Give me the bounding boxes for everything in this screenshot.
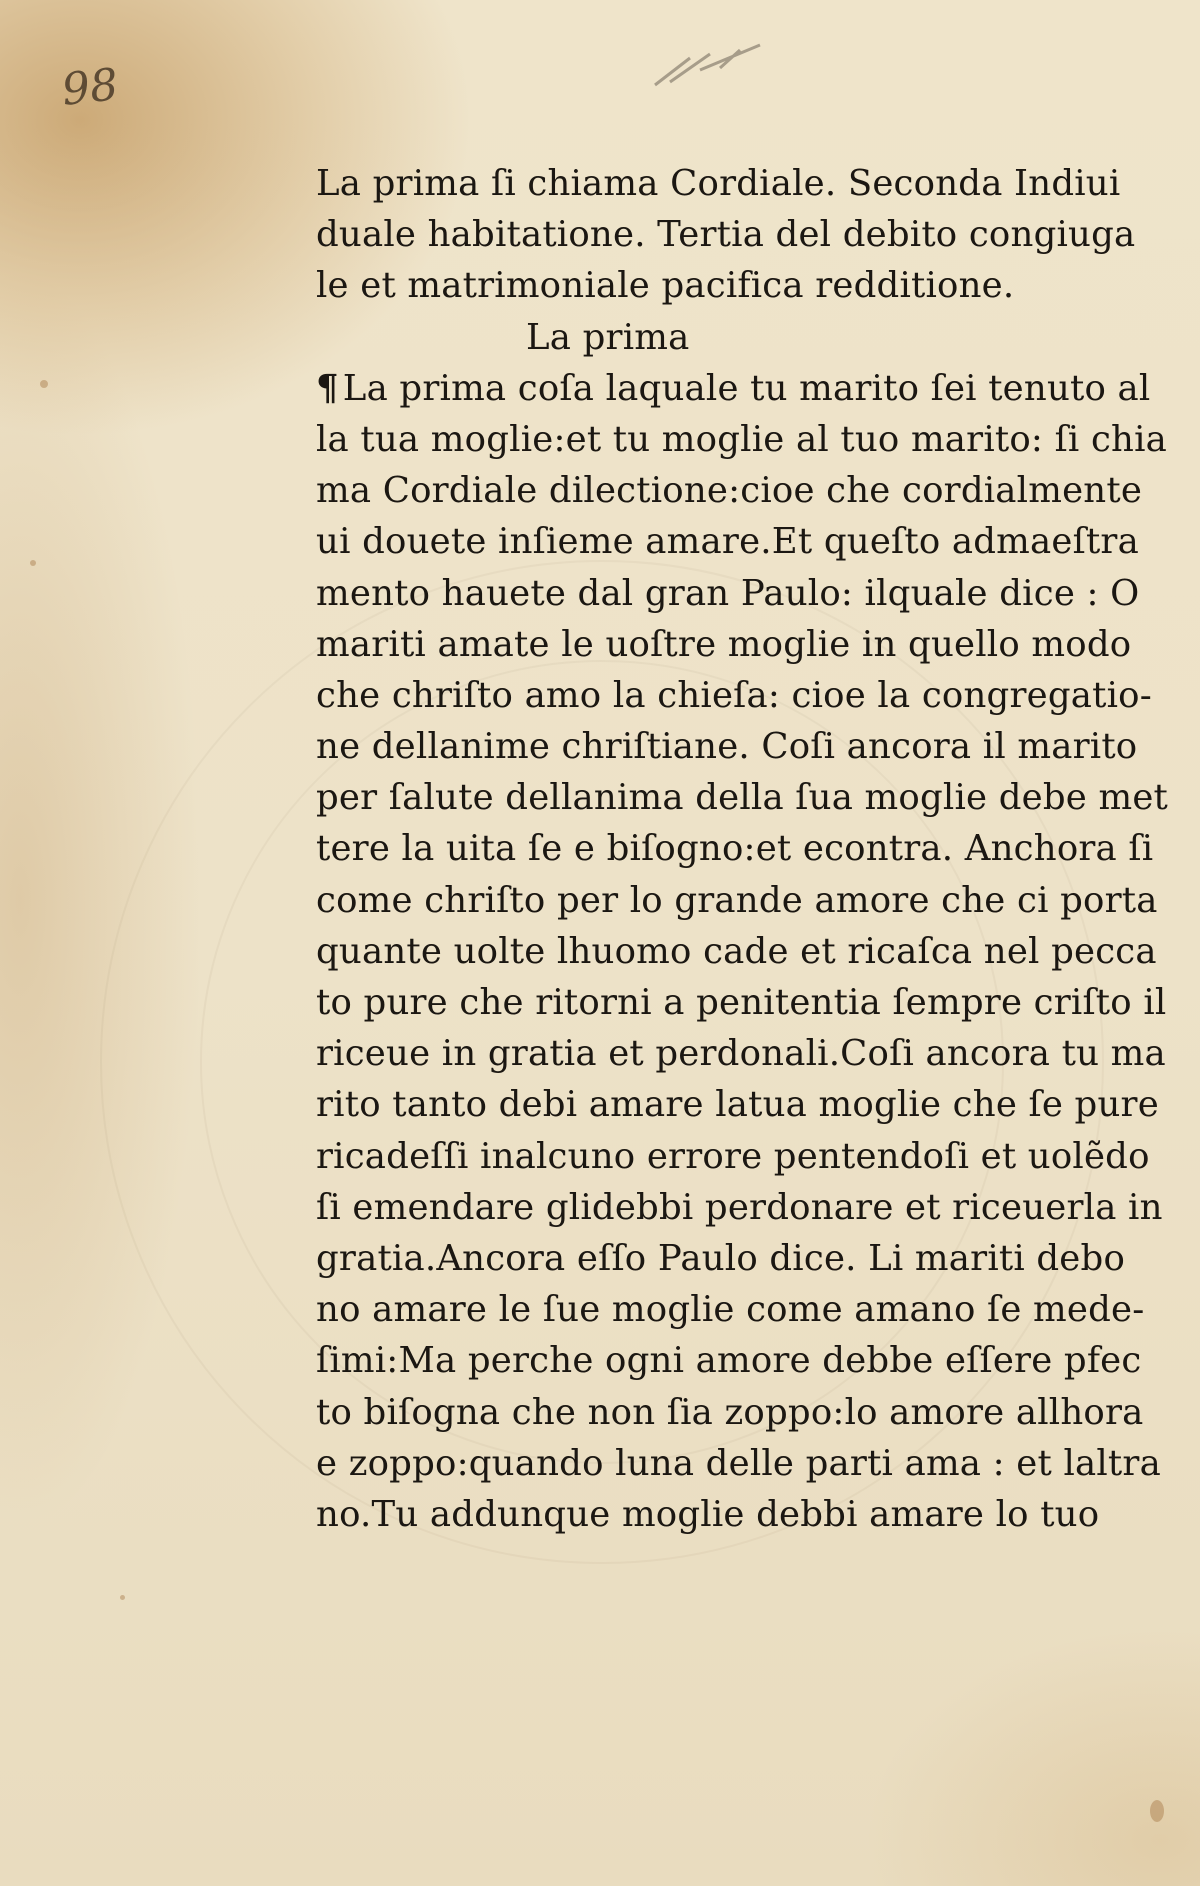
text-line: la tua moglie:et tu moglie al tuo marito: ſi chia [316, 418, 1168, 460]
text-line: mariti amate le uoſtre moglie in quello modo [316, 623, 1132, 665]
text-line: ſi emendare glidebbi perdonare et riceuerla in [316, 1186, 1163, 1228]
foxing-spot [1150, 1800, 1164, 1822]
text-line: mento hauete dal gran Paulo: ilquale dice : O [316, 572, 1140, 614]
pencil-scribble-icon [650, 40, 770, 90]
text-line: ma Cordiale dilectione:cioe che cordialmente [316, 470, 1143, 512]
foxing-spot [30, 560, 36, 566]
text-line: per ſalute dellanima della ſua moglie debe met [316, 777, 1168, 819]
text-line: La prima ſi chiama Cordiale. Seconda Indiui [316, 163, 1121, 204]
text-line: come chriſto per lo grande amore che ci porta [316, 879, 1158, 921]
text-line: le et matrimoniale pacifica redditione. [316, 265, 1015, 307]
text-line: gratia.Ancora eſſo Paulo dice. Li mariti debo [316, 1237, 1126, 1279]
text-line: to biſogna che non ſia zoppo:lo amore allhora [316, 1391, 1144, 1433]
text-line: no.Tu addunque moglie debbi amare lo tuo [316, 1493, 1100, 1535]
text-line-first [316, 363, 1151, 414]
text-line: to pure che ritorni a penitentia ſempre criſto il [316, 982, 1167, 1023]
text-line: ui douete inſieme amare.Et queſto admaeſtra [316, 521, 1139, 563]
foxing-spot [120, 1595, 125, 1600]
foxing-spot [40, 380, 48, 388]
text-line: tere la uita ſe e biſogno:et econtra. Anchora ſi [316, 828, 1154, 870]
text-line-content: La prima coſa laquale tu marito ſei tenuto al [342, 367, 1151, 409]
text-line: che chriſto amo la chieſa: cioe la congregatio- [316, 674, 1152, 716]
pilcrow-icon: ¶ [316, 367, 339, 409]
text-block [316, 158, 1168, 1540]
text-line: riceue in gratia et perdonali.Coſi ancora tu ma [316, 1033, 1166, 1075]
text-line: rito tanto debi amare latua moglie che ſe pure [316, 1084, 1159, 1126]
text-line: ne dellanime chriſtiane. Coſi ancora il marito [316, 726, 1138, 768]
folio-number: 98 [59, 59, 121, 116]
text-line: ſimi:Ma perche ogni amore debbe eſſere pfec [316, 1340, 1142, 1382]
text-line: no amare le ſue moglie come amano ſe mede- [316, 1289, 1145, 1331]
text-line: quante uolte lhuomo cade et ricaſca nel pecca [316, 930, 1157, 972]
text-line: ricadeſſi inalcuno errore pentendoſi et uolẽdo [316, 1135, 1150, 1177]
text-line: e zoppo:quando luna delle parti ama : et laltra [316, 1442, 1161, 1484]
section-heading: La prima [526, 316, 690, 358]
text-line: duale habitatione. Tertia del debito congiuga [316, 214, 1136, 256]
